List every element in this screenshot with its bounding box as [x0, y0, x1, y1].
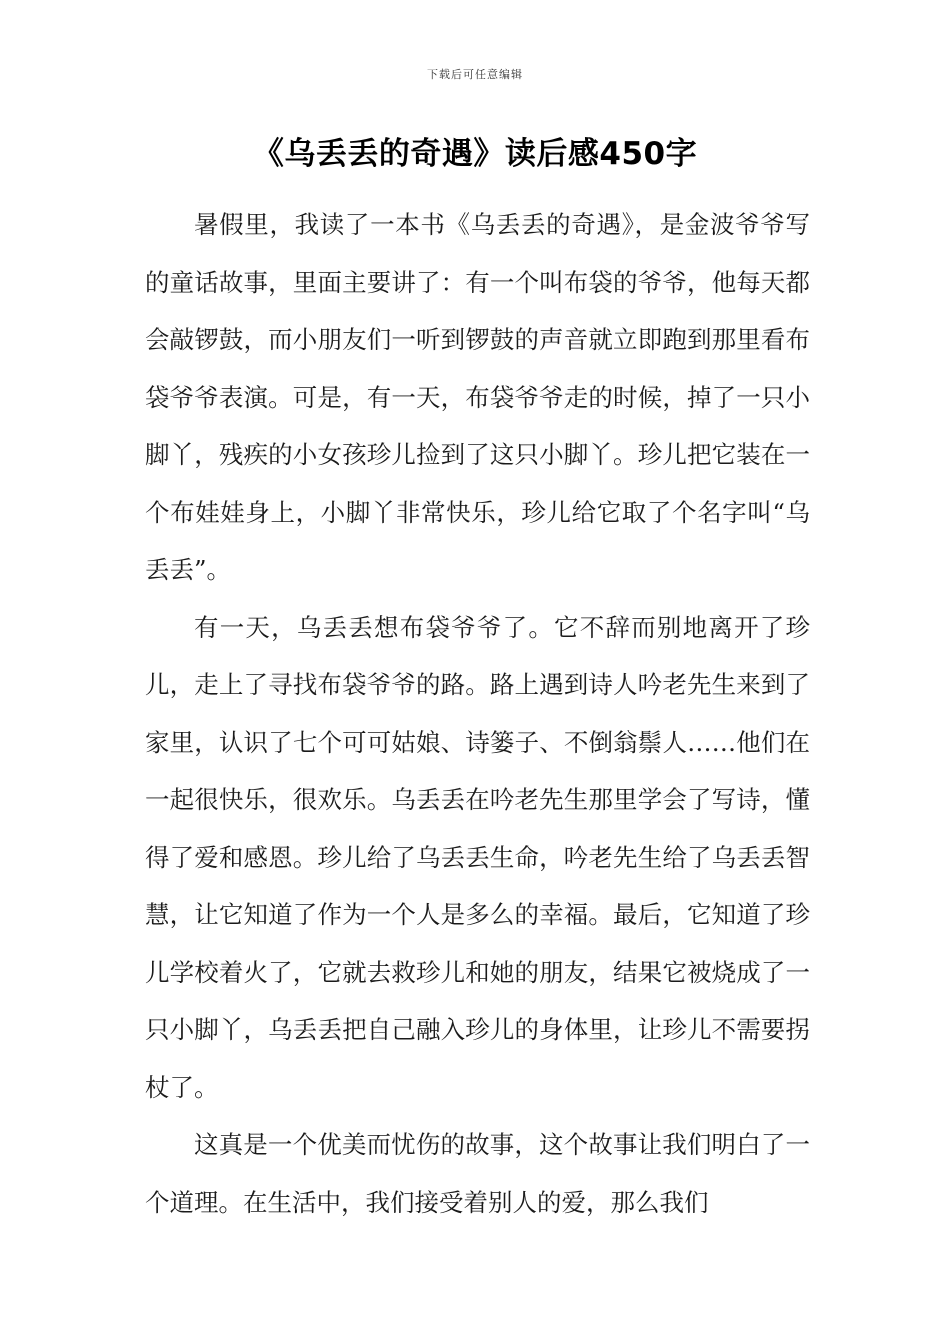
paragraph-2: 有一天，乌丢丢想布袋爷爷了。它不辞而别地离开了珍儿，走上了寻找布袋爷爷的路。路上遇到诗人吟老先生来到了家里，认识了七个可可姑娘、诗篓子、不倒翁鬃人……他们在一起很快乐，很欢乐。乌丢丢在吟老先生那里学会了写诗，懂得了爱和感恩。珍儿给了乌丢丢生命，吟老先生给了乌丢丢智慧，让它知道了作为一个人是多么的幸福。最后，它知道了珍儿学校着火了，它就去救珍儿和她的朋友，结果它被烧成了一只小脚丫，乌丢丢把自己融入珍儿的身体里，让珍儿不需要拐杖了。	[145, 612, 810, 1102]
header-note: 下载后可任意编辑	[427, 68, 523, 81]
paragraph-3: 这真是一个优美而忧伤的故事，这个故事让我们明白了一个道理。在生活中，我们接受着别人的爱，那么我们	[145, 1130, 810, 1217]
document-body	[145, 196, 810, 1231]
paragraph-1: 暑假里，我读了一本书《乌丢丢的奇遇》，是金波爷爷写的童话故事，里面主要讲了：有一个叫布袋的爷爷，他每天都会敲锣鼓，而小朋友们一听到锣鼓的声音就立即跑到那里看布袋爷爷表演。可是，有一天，布袋爷爷走的时候，掉了一只小脚丫，残疾的小女孩珍儿捡到了这只小脚丫。珍儿把它装在一个布娃娃身上，小脚丫非常快乐，珍儿给它取了个名字叫“乌丢丢”。	[145, 210, 810, 584]
document-title: 《乌丢丢的奇遇》读后感450字	[252, 136, 698, 172]
